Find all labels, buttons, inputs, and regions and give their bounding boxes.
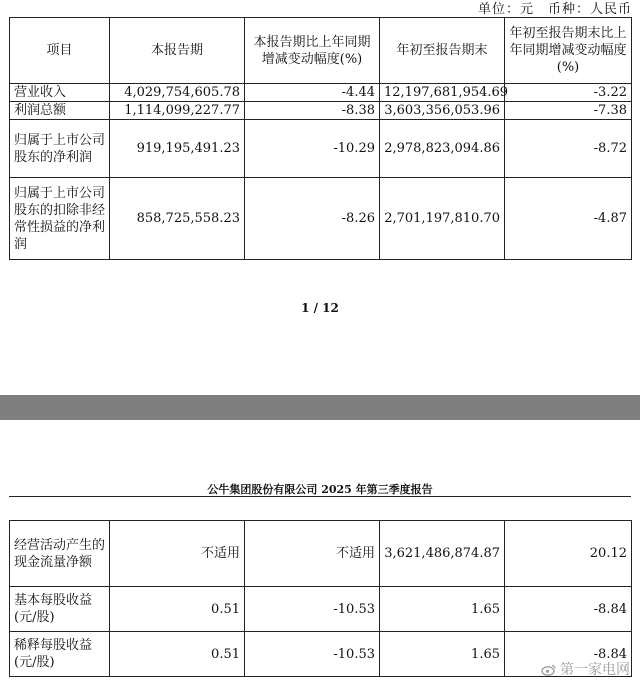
cell-value: 1,114,099,227.77: [110, 102, 245, 120]
header-current-change: 本报告期比上年同期增减变动幅度(%): [245, 18, 380, 84]
row-label: 基本每股收益(元/股): [10, 587, 110, 632]
cell-value: -7.38: [505, 102, 632, 120]
cell-value: -4.44: [245, 84, 380, 102]
unit-currency-line: 单位：元 币种：人民币: [477, 2, 632, 17]
table-header-row: [10, 18, 632, 84]
table-row: [10, 521, 632, 587]
cell-value: 2,978,823,094.86: [380, 120, 505, 178]
row-label: 归属于上市公司股东的扣除非经常性损益的净利润: [10, 178, 110, 260]
header-divider: [9, 496, 631, 497]
cell-value: 12,197,681,954.69: [380, 84, 505, 102]
cell-value: -10.29: [245, 120, 380, 178]
table-row: [10, 178, 632, 260]
cell-value: 1.65: [380, 632, 505, 677]
cell-value: 0.51: [110, 587, 245, 632]
cell-value: -3.22: [505, 84, 632, 102]
header-ytd-change: 年初至报告期末比上年同期增减变动幅度(%): [505, 18, 632, 84]
table-row: [10, 84, 632, 102]
page-gap: [0, 395, 640, 420]
row-label: 归属于上市公司股东的净利润: [10, 120, 110, 178]
row-label: 营业收入: [10, 84, 110, 102]
cell-value: 3,603,356,053.96: [380, 102, 505, 120]
report-page-2: [0, 420, 640, 683]
watermark: [541, 659, 630, 679]
cell-value: -4.87: [505, 178, 632, 260]
watermark-text: 第一家电网: [560, 662, 630, 678]
cell-value: 4,029,754,605.78: [110, 84, 245, 102]
table-row: [10, 102, 632, 120]
financial-table-page2: [9, 520, 632, 677]
cell-value: -8.84: [505, 632, 632, 677]
cell-value: -8.38: [245, 102, 380, 120]
header-current-period: 本报告期: [110, 18, 245, 84]
report-running-header: 公牛集团股份有限公司 2025 年第三季度报告: [207, 483, 433, 496]
cell-value: -10.53: [245, 587, 380, 632]
row-label: 稀释每股收益(元/股): [10, 632, 110, 677]
header-ytd: 年初至报告期末: [380, 18, 505, 84]
weibo-icon: [541, 663, 557, 676]
cell-value: -8.84: [505, 587, 632, 632]
table-row: [10, 587, 632, 632]
cell-value: 858,725,558.23: [110, 178, 245, 260]
cell-value: 3,621,486,874.87: [380, 521, 505, 587]
header-item: 项目: [10, 18, 110, 84]
table-row: [10, 120, 632, 178]
cell-value: -8.72: [505, 120, 632, 178]
cell-value: -8.26: [245, 178, 380, 260]
table-row: [10, 632, 632, 677]
financial-table-page1: [9, 17, 632, 260]
cell-value: 0.51: [110, 632, 245, 677]
cell-value: 919,195,491.23: [110, 120, 245, 178]
row-label: 利润总额: [10, 102, 110, 120]
page-number: 1 / 12: [301, 301, 339, 315]
cell-value: -10.53: [245, 632, 380, 677]
cell-value: 1.65: [380, 587, 505, 632]
cell-value: 不适用: [110, 521, 245, 587]
cell-value: 2,701,197,810.70: [380, 178, 505, 260]
cell-value: 20.12: [505, 521, 632, 587]
row-label: 经营活动产生的现金流量净额: [10, 521, 110, 587]
cell-value: 不适用: [245, 521, 380, 587]
